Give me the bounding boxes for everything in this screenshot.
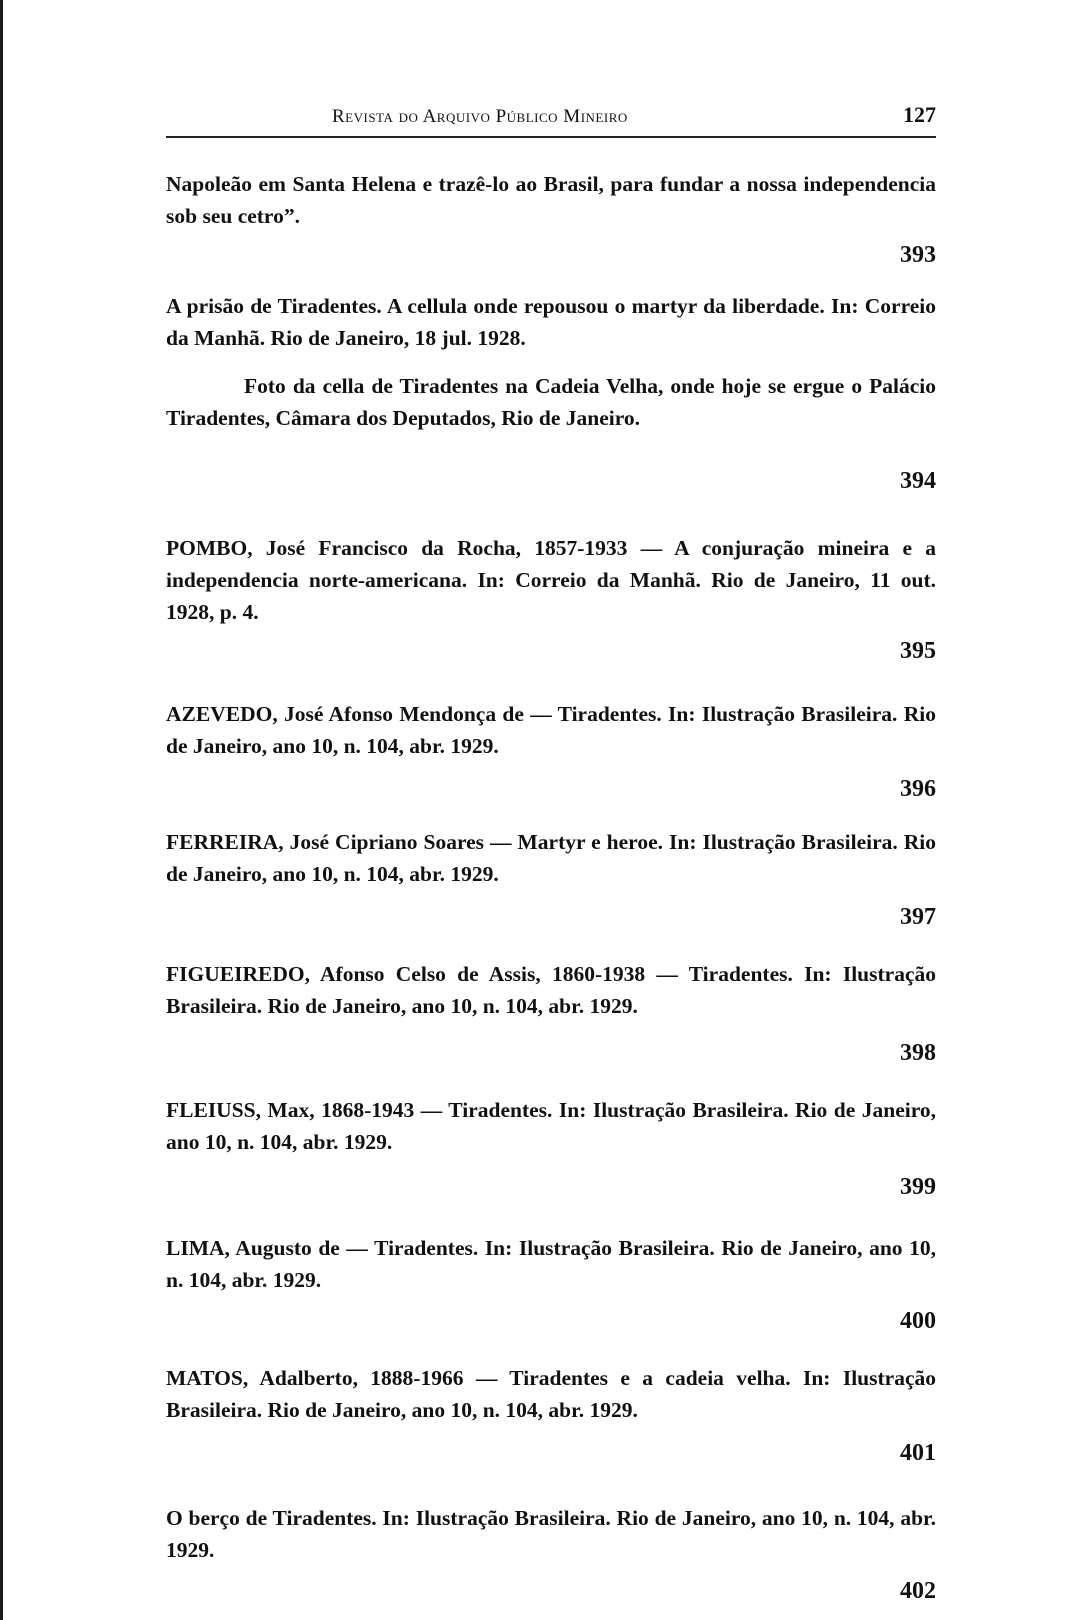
- journal-title: Revista do Arquivo Público Mineiro: [332, 106, 628, 127]
- entry-paragraph: FIGUEIREDO, Afonso Celso de Assis, 1860-1938 — Tiradentes. In: Ilustração Brasileira. Rio de Janeiro, ano 10, n. 104, abr. 1929.: [166, 962, 936, 1018]
- entry-text: [166, 958, 936, 1022]
- entry-text: [166, 826, 936, 890]
- entry-text: [166, 1502, 936, 1566]
- entry-paragraph: POMBO, José Francisco da Rocha, 1857-1933 — A conjuração mineira e a independencia norte-americana. In: Correio da Manhã. Rio de Janeiro, 11 out. 1928, p. 4.: [166, 536, 936, 624]
- entry-number: 402: [900, 1578, 936, 1604]
- entry-text: [166, 698, 936, 762]
- entry-number: 396: [900, 776, 936, 802]
- entry-annotation: Foto da cella de Tiradentes na Cadeia Velha, onde hoje se ergue o Palácio Tiradentes, Câmara dos Deputados, Rio de Janeiro.: [166, 374, 936, 430]
- entry-number: 401: [900, 1440, 936, 1466]
- entry-paragraph: FERREIRA, José Cipriano Soares — Martyr e heroe. In: Ilustração Brasileira. Rio de Janeiro, ano 10, n. 104, abr. 1929.: [166, 830, 936, 886]
- entry-paragraph: LIMA, Augusto de — Tiradentes. In: Ilustração Brasileira. Rio de Janeiro, ano 10, n. 104, abr. 1929.: [166, 1236, 936, 1292]
- entry-paragraph: AZEVEDO, José Afonso Mendonça de — Tiradentes. In: Ilustração Brasileira. Rio de Janeiro, ano 10, n. 104, abr. 1929.: [166, 702, 936, 758]
- entry-number: 397: [900, 904, 936, 930]
- entry-paragraph: O berço de Tiradentes. In: Ilustração Brasileira. Rio de Janeiro, ano 10, n. 104, abr. 1929.: [166, 1506, 936, 1562]
- entry-number: 394: [900, 468, 936, 494]
- entry-paragraph: A prisão de Tiradentes. A cellula onde repousou o martyr da liberdade. In: Correio da Manhã. Rio de Janeiro, 18 jul. 1928.: [166, 294, 936, 350]
- entry-text: [166, 290, 936, 434]
- entry-number: 398: [900, 1040, 936, 1066]
- entry-text: [166, 1094, 936, 1158]
- entry-text: [166, 168, 936, 232]
- entry-paragraph: FLEIUSS, Max, 1868-1943 — Tiradentes. In: Ilustração Brasileira. Rio de Janeiro, ano 10, n. 104, abr. 1929.: [166, 1098, 936, 1154]
- entry-number: 400: [900, 1308, 936, 1334]
- entry-number: 399: [900, 1174, 936, 1200]
- header-rule: [166, 100, 936, 138]
- entry-number: 395: [900, 638, 936, 664]
- entry-paragraph: Napoleão em Santa Helena e trazê-lo ao Brasil, para fundar a nossa independencia sob seu cetro”.: [166, 172, 936, 228]
- entry-text: [166, 532, 936, 628]
- entry-paragraph: MATOS, Adalberto, 1888-1966 — Tiradentes e a cadeia velha. In: Ilustração Brasileira. Rio de Janeiro, ano 10, n. 104, abr. 1929.: [166, 1366, 936, 1422]
- page-number: 127: [903, 102, 936, 127]
- entry-text: [166, 1362, 936, 1426]
- page-edge: [0, 0, 3, 1620]
- entry-number: 393: [900, 242, 936, 268]
- entry-text: [166, 1232, 936, 1296]
